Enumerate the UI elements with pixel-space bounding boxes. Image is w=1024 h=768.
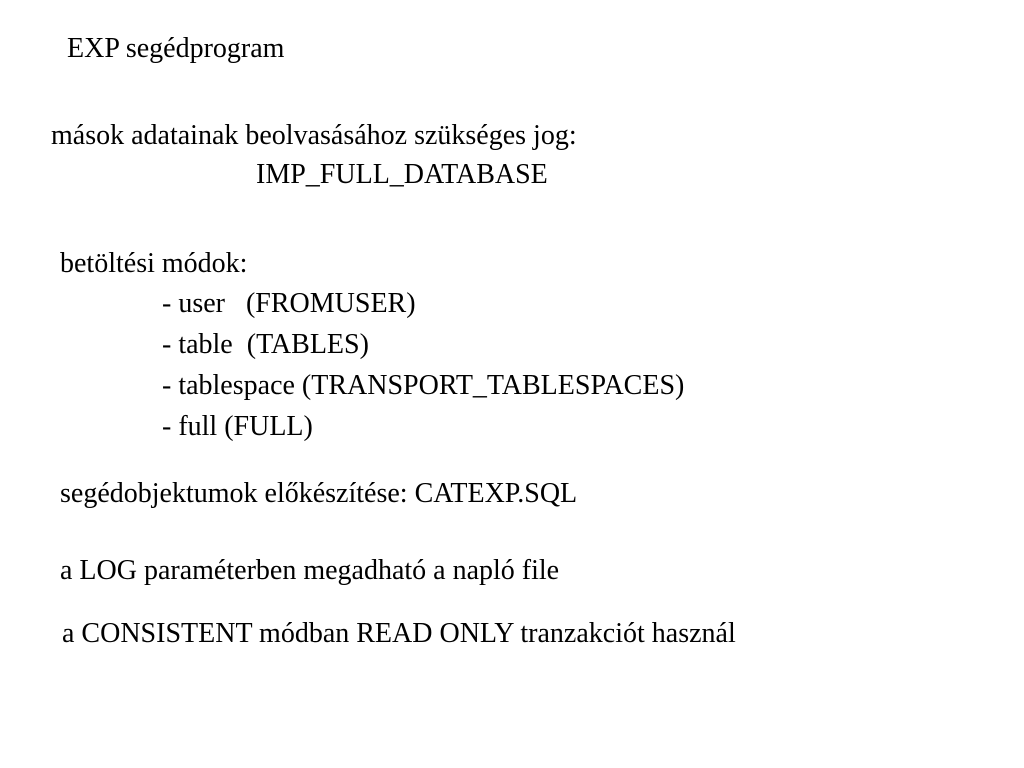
mode-item-user: - user (FROMUSER) bbox=[162, 288, 416, 319]
log-line: a LOG paraméterben megadható a napló file bbox=[60, 555, 560, 586]
rights-label: mások adatainak beolvasásához szükséges jog: bbox=[51, 120, 577, 151]
prep-line: segédobjektumok előkészítése: CATEXP.SQL bbox=[60, 478, 578, 509]
modes-label: betöltési módok: bbox=[60, 248, 248, 279]
mode-item-table: - table (TABLES) bbox=[162, 329, 369, 360]
rights-value: IMP_FULL_DATABASE bbox=[256, 159, 548, 190]
mode-item-tablespace: - tablespace (TRANSPORT_TABLESPACES) bbox=[162, 370, 685, 401]
consistent-line: a CONSISTENT módban READ ONLY tranzakciót használ bbox=[62, 618, 736, 649]
mode-item-full: - full (FULL) bbox=[162, 411, 313, 442]
slide-title: EXP segédprogram bbox=[67, 33, 285, 64]
